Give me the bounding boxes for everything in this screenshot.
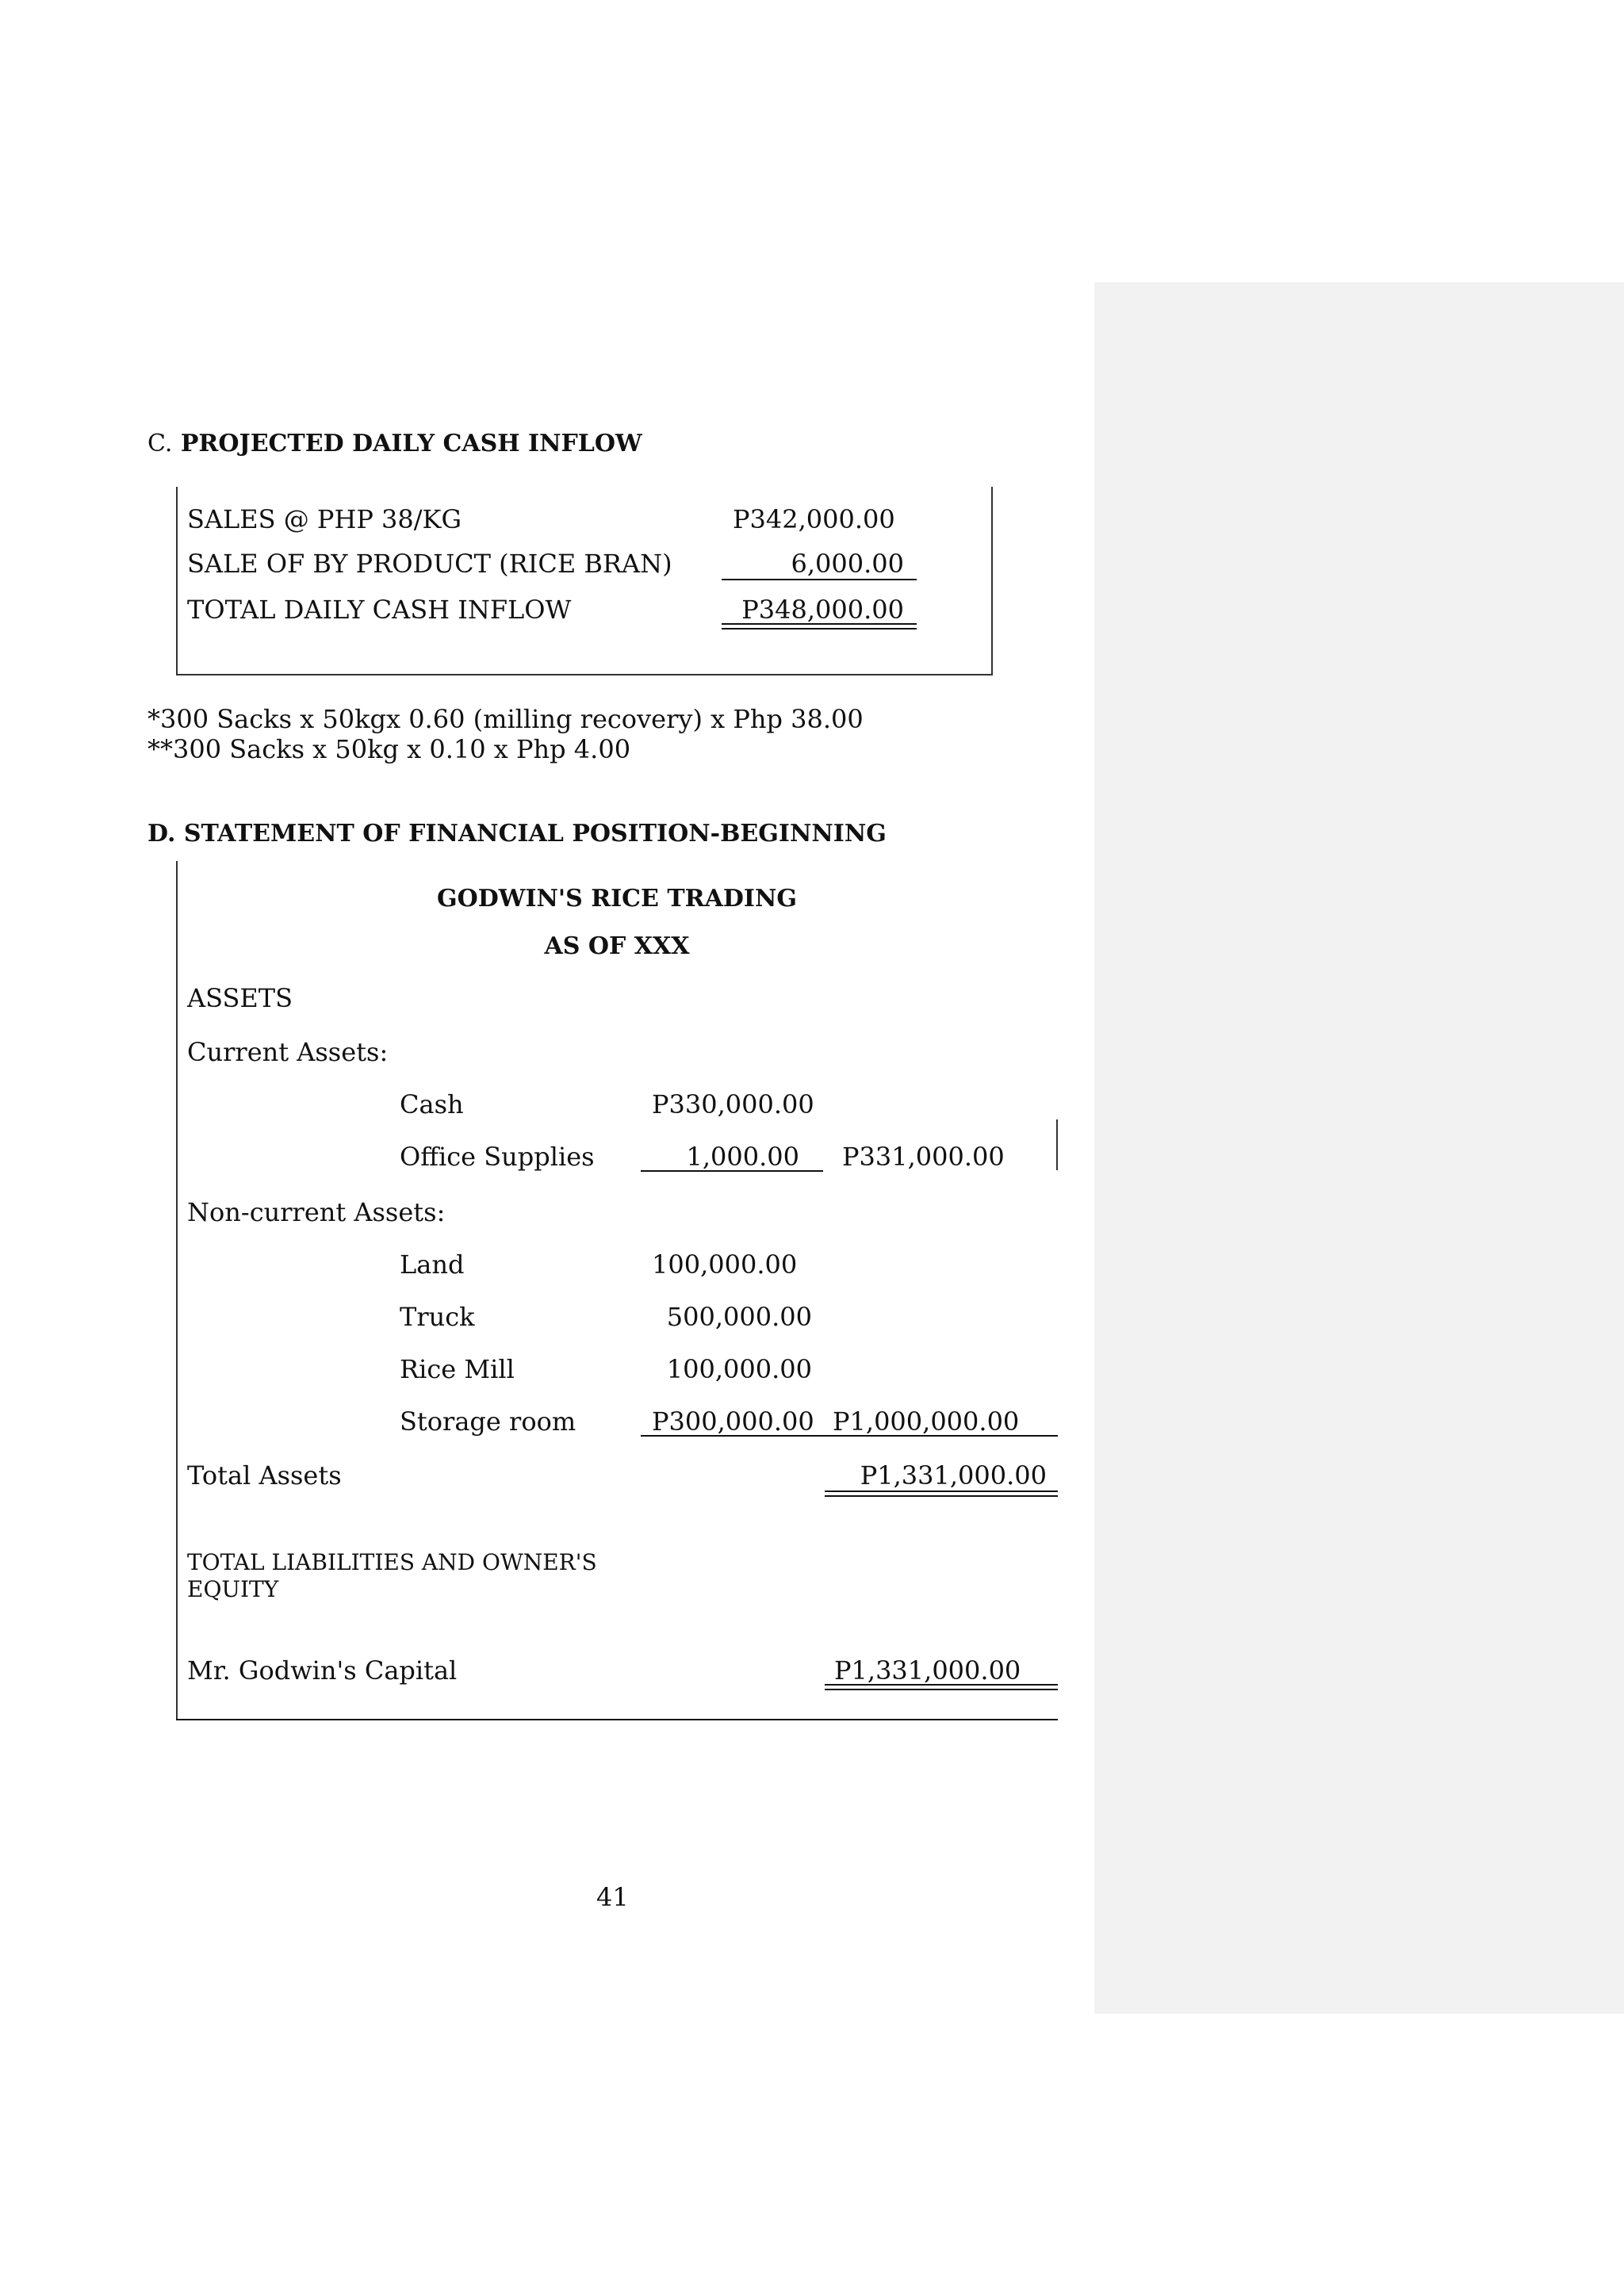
subtotal-rule <box>722 579 917 580</box>
cash-row-amount: P342,000.00 <box>733 504 895 534</box>
asset-item-label: Truck <box>400 1302 475 1332</box>
footnote: *300 Sacks x 50kgx 0.60 (milling recovery) x Php 38.00 <box>147 704 864 734</box>
subtotal-rule <box>641 1435 1058 1437</box>
liabilities-equity-label: TOTAL LIABILITIES AND OWNER'S <box>187 1549 597 1575</box>
cash-row-label: SALE OF BY PRODUCT (RICE BRAN) <box>187 549 672 579</box>
liabilities-equity-label: EQUITY <box>187 1576 279 1602</box>
asset-item-label: Office Supplies <box>400 1142 595 1172</box>
capital-amount: P1,331,000.00 <box>834 1655 1021 1686</box>
asset-item-label: Rice Mill <box>400 1354 515 1384</box>
page-number: 41 <box>596 1882 629 1912</box>
cell-border <box>1056 1119 1058 1170</box>
capital-label: Mr. Godwin's Capital <box>187 1655 458 1686</box>
total-assets-amount: P1,331,000.00 <box>860 1460 1047 1490</box>
section-c-prefix: C. <box>147 430 173 457</box>
total-double-rule <box>722 623 917 629</box>
section-d-heading: D. STATEMENT OF FINANCIAL POSITION-BEGINNING <box>147 820 887 848</box>
current-assets-label: Current Assets: <box>187 1037 389 1067</box>
statement-bottom-border <box>176 1719 1058 1720</box>
cash-row-label: SALES @ PHP 38/KG <box>187 504 462 534</box>
total-double-rule <box>825 1490 1058 1497</box>
cash-row-label: TOTAL DAILY CASH INFLOW <box>187 595 572 625</box>
assets-label: ASSETS <box>187 983 293 1013</box>
asset-item-amount: P330,000.00 <box>652 1089 814 1119</box>
subtotal-rule <box>641 1170 823 1172</box>
comment-pane <box>1094 282 1624 2014</box>
asset-item-label: Cash <box>400 1089 464 1119</box>
statement-left-border <box>176 861 178 1720</box>
asset-item-amount: 100,000.00 <box>652 1249 798 1280</box>
total-double-rule <box>825 1684 1058 1690</box>
asset-item-amount: P300,000.00 <box>652 1406 814 1437</box>
asset-item-amount: 100,000.00 <box>666 1354 812 1384</box>
footnote: **300 Sacks x 50kg x 0.10 x Php 4.00 <box>147 734 631 764</box>
section-c-heading <box>147 430 642 457</box>
asset-item-label: Storage room <box>400 1406 576 1437</box>
statement-date: AS OF XXX <box>544 932 690 960</box>
noncurrent-assets-subtotal: P1,000,000.00 <box>833 1406 1020 1437</box>
current-assets-subtotal: P331,000.00 <box>842 1142 1005 1172</box>
total-assets-label: Total Assets <box>187 1460 342 1490</box>
asset-item-amount: 1,000.00 <box>686 1142 799 1172</box>
asset-item-amount: 500,000.00 <box>666 1302 812 1332</box>
section-c-title: PROJECTED DAILY CASH INFLOW <box>180 430 642 457</box>
cash-row-amount: 6,000.00 <box>791 549 904 579</box>
noncurrent-assets-label: Non-current Assets: <box>187 1197 446 1227</box>
company-name: GODWIN'S RICE TRADING <box>437 885 797 913</box>
cash-row-amount: P348,000.00 <box>741 595 904 625</box>
asset-item-label: Land <box>400 1249 465 1280</box>
